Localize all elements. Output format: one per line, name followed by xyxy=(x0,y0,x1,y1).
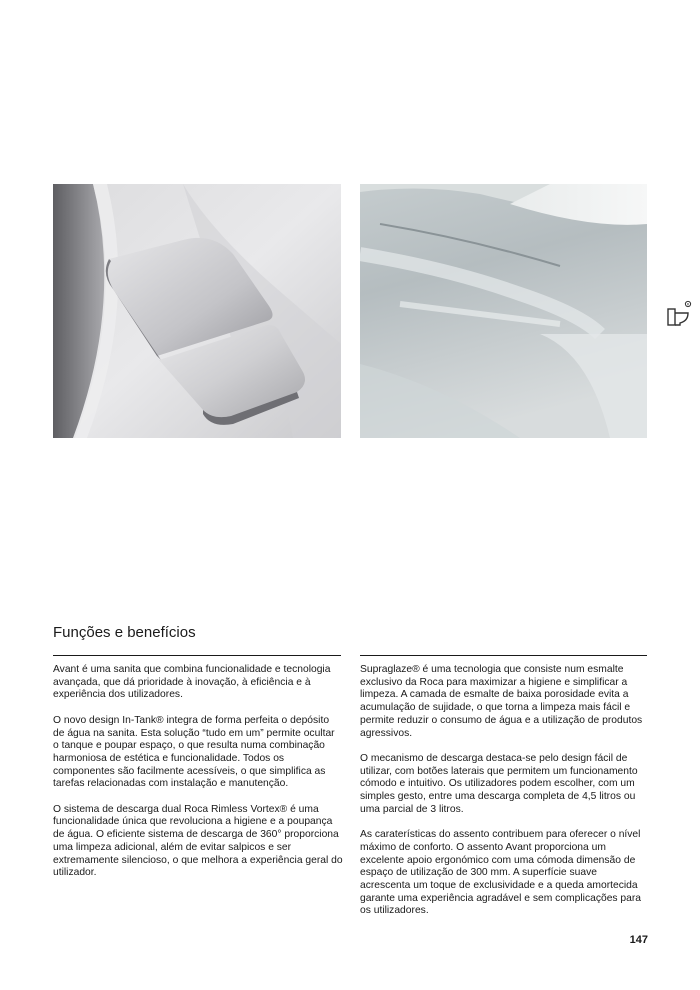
paragraph: Avant é uma sanita que combina funcionalidade e tecnologia avançada, que dá prioridade à inovação, à eficiência e à experiência dos utilizadores. xyxy=(53,664,331,701)
paragraph: O novo design In-Tank® integra de forma perfeita o depósito de água na sanita. Esta solução “tudo em um” permite ocultar o tanque e poupar espaço, o que resulta numa combinação harmoniosa de estética e funcionalidade. Todos os componentes são facilmente acessíveis, o que simplifica as tarefas relacionadas com instalação e manutenção. xyxy=(53,714,335,790)
toilet-category-icon xyxy=(666,299,692,329)
page-number: 147 xyxy=(629,934,648,946)
rimless-bowl-photo xyxy=(360,184,647,438)
svg-text:R: R xyxy=(686,302,690,307)
right-text-column xyxy=(360,664,650,931)
flush-plate-photo xyxy=(53,184,341,438)
section-title: Funções e benefícios xyxy=(53,624,196,641)
paragraph: As caraterísticas do assento contribuem para oferecer o nível máximo de conforto. O assento Avant proporciona um excelente apoio ergonómico com uma cómoda dimensão de espaço de utilização de 300 mm. A superfície suave acrescenta um toque de exclusividade e a queda amortecida garante uma experiência agradável e sem complicações para os utilizadores. xyxy=(360,829,642,917)
paragraph: O sistema de descarga dual Roca Rimless Vortex® é uma funcionalidade única que revoluciona a higiene e a poupança de água. O eficiente sistema de descarga de 360° proporciona uma limpeza adicional, além de evitar salpicos e ser extremamente silencioso, o que melhora a experiência geral do utilizador. xyxy=(53,803,343,879)
section-divider-right xyxy=(360,655,647,656)
paragraph: O mecanismo de descarga destaca-se pelo design fácil de utilizar, com botões laterais que permitem um funcionamento cómodo e intuitivo. Os utilizadores podem escolher, com um simples gesto, entre uma descarga completa de 4,5 litros ou uma parcial de 3 litros. xyxy=(360,752,638,815)
paragraph: Supraglaze® é uma tecnologia que consiste num esmalte exclusivo da Roca para maximizar a higiene e simplificar a limpeza. A camada de esmalte de baixa porosidade evita a acumulação de sujidade, o que torna a limpeza mais fácil e permite reduzir o consumo de água e a utilização de produtos agressivos. xyxy=(360,664,643,739)
left-text-column xyxy=(53,664,343,893)
section-divider-left xyxy=(53,655,341,656)
